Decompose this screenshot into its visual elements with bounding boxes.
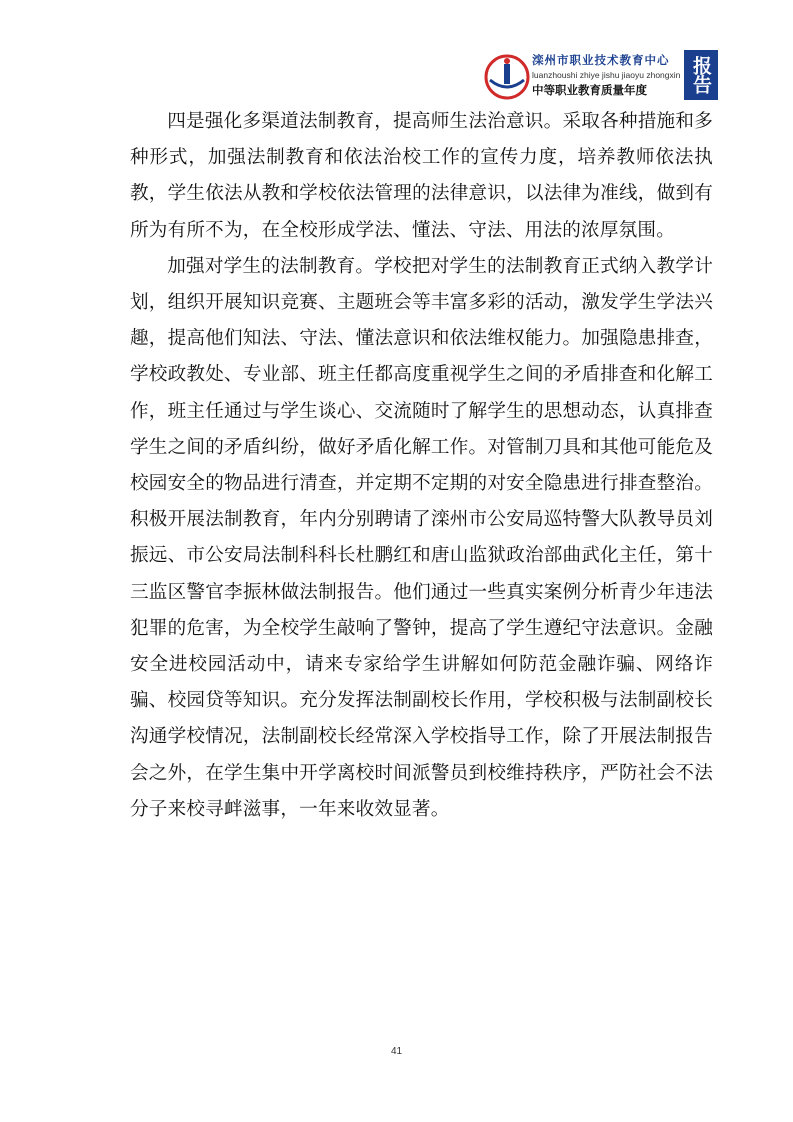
school-logo-icon — [484, 54, 530, 100]
body-text — [130, 104, 713, 828]
paragraph: 四是强化多渠道法制教育，提高师生法治意识。采取各种措施和多种形式，加强法制教育和依法治校工作的宣传力度，培养教师依法执教，学生依法从教和学校依法管理的法律意识，以法律为准线，做到有所为有所不为，在全校形成学法、懂法、守法、用法的浓厚氛围。 — [130, 111, 713, 241]
paragraph: 加强对学生的法制教育。学校把对学生的法制教育正式纳入教学计划，组织开展知识竞赛、主题班会等丰富多彩的活动，激发学生学法兴趣，提高他们知法、守法、懂法意识和依法维权能力。加强隐患排查，学校政教处、专业部、班主任都高度重视学生之间的矛盾排查和化解工作，班主任通过与学生谈心、交流随时了解学生的思想动态，认真排查学生之间的矛盾纠纷，做好矛盾化解工作。对管制刀具和其他可能危及校园安全的物品进行清查，并定期不定期的对安全隐患进行排查整治。积极开展法制教育，年内分别聘请了滦州市公安局巡特警大队教导员刘振远、市公安局法制科科长杜鹏红和唐山监狱政治部曲武化主任，第十三监区警官李振林做法制报告。他们通过一些真实案例分析青少年违法犯罪的危害，为全校学生敲响了警钟，提高了学生遵纪守法意识。金融安全进校园活动中，请来专家给学生讲解如何防范金融诈骗、网络诈骗、校园贷等知识。充分发挥法制副校长作用，学校积极与法制副校长沟通学校情况，法制副校长经常深入学校指导工作，除了开展法制报告会之外，在学生集中开学离校时间派警员到校维持秩序，严防社会不法分子来校寻衅滋事，一年来收效显著。 — [130, 255, 713, 820]
header-text-block — [532, 52, 684, 98]
report-badge: 报告 — [684, 50, 718, 100]
header-pinyin: luanzhoushi zhiye jishu jiaoyu zhongxin — [532, 70, 681, 80]
header-title: 滦州市职业技术教育中心 — [532, 53, 670, 67]
page-header — [484, 50, 734, 102]
header-subtitle: 中等职业教育质量年度 — [532, 83, 647, 97]
page-number: 41 — [390, 1046, 403, 1057]
